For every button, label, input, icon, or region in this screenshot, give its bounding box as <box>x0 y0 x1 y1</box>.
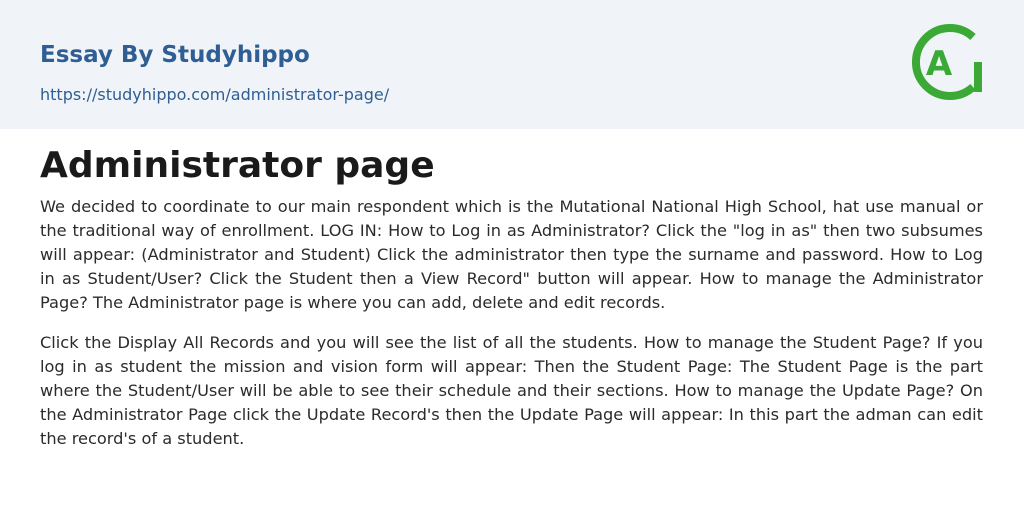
article-paragraph-1: We decided to coordinate to our main respondent which is the Mutational National High School, hat use manual or the traditional way of enrollment. LOG IN: How to Log in as Administrator? Click the "log in as" then two subsumes will appear: (Administrator and Student) Click the administrator then type the surname and password. How to Log in as Student/User? Click the Student then a View Record" button will appear. How to manage the Administrator Page? The Administrator page is where you can add, delete and edit records. <box>40 197 983 312</box>
logo-letter: A <box>925 44 953 84</box>
site-header <box>0 0 1024 129</box>
page-url-link[interactable]: https://studyhippo.com/administrator-page/ <box>40 85 390 104</box>
page-title: Administrator page <box>40 145 435 186</box>
article-paragraph-2: Click the Display All Records and you will see the list of all the students. How to manage the Student Page? If you log in as student the mission and vision form will appear: Then the Student Page: The Student Page is the part where the Student/User will be able to see their schedule and their sections. How to manage the Update Page? On the Administrator Page click the Update Record's then the Update Page will appear: In this part the adman can edit the record's of a student. <box>40 333 983 448</box>
site-brand[interactable]: Essay By Studyhippo <box>40 42 310 68</box>
studyhippo-logo-icon[interactable] <box>911 18 987 106</box>
